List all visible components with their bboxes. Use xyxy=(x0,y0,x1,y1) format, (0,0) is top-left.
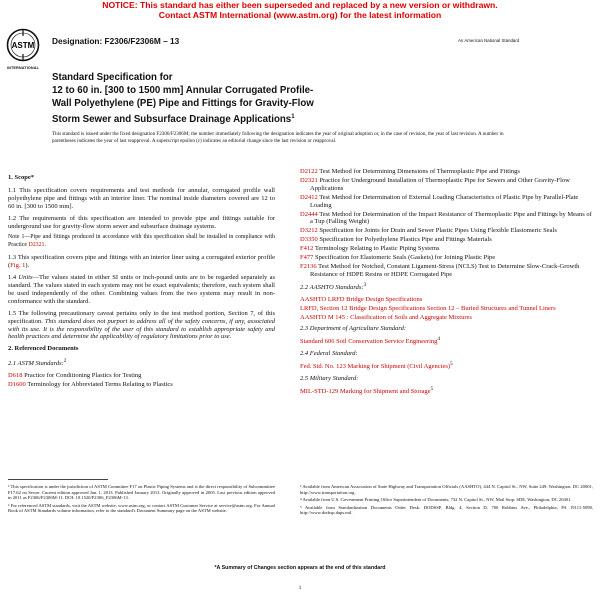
footnote-3: ³ Available from American Association of State Highway and Transportation Officials (AASHTO), 444 N. Capitol St., NW, Suite 249, Washington, DC 20001, http://www.transportation.org. xyxy=(300,484,593,495)
astm-ref-item xyxy=(300,254,593,262)
mil-sup: 5 xyxy=(430,386,434,393)
para-1-4-text: —The values stated in either SI units or inch-pound units are to be regarded separately as standard. The values stated in each system may not be exact equivalents; therefore, each system shall be used independently of the other. Combining values from the two systems may result in non-conformance with the standard. xyxy=(8,274,275,305)
footnote-2: ² For referenced ASTM standards, visit the ASTM website, www.astm.org, or contact ASTM Customer Service at service@astm.org. For Annual Book of ASTM Standards volume information, refer to the standard's Document Summary page on the ASTM website. xyxy=(8,502,275,514)
aashto-ref-2[interactable]: LRFD, Section 12 Bridge Design Specifications Section 12 – Buried Structures and Tunnel Liners xyxy=(300,304,556,312)
logo-letters: ASTM xyxy=(11,41,35,50)
astm-logo xyxy=(6,28,40,72)
astm-ref-code-link[interactable]: D2321 xyxy=(300,176,318,184)
ref-d1600-link[interactable]: D1600 xyxy=(8,381,26,389)
astm-ref-item xyxy=(300,263,593,279)
para-1-5 xyxy=(8,310,275,342)
astm-ref-code-link[interactable]: D2412 xyxy=(300,193,318,201)
mil-ref-link[interactable]: MIL-STD-129 Marking for Shipment and Storage xyxy=(300,388,431,396)
para-1-3-end: ). xyxy=(25,262,30,270)
aashto-sup: 3 xyxy=(363,281,367,288)
usda-ref-link[interactable]: Standard 606 Soil Conservation Service Engineering xyxy=(300,338,438,346)
footnote-rule xyxy=(8,479,108,480)
footnotes-right xyxy=(300,484,593,518)
mil-ref xyxy=(300,386,593,396)
title-line-4 xyxy=(52,111,522,126)
astm-logo-icon xyxy=(6,28,40,66)
astm-heading-text: 2.1 ASTM Standards: xyxy=(8,360,64,368)
astm-ref-title: Test Method for Determination of the Impact Resistance of Thermoplastic Pipe and Fittings by Means of a Tup (Falling Weight) xyxy=(310,210,592,226)
para-1-1: 1.1 This specification covers requirements and test methods for annular, corrugated profile wall polyethylene pipe and fittings with an interior liner. The nominal inside diameters covered are 12 to 60 in. [300 to 1500 mm]. xyxy=(8,186,275,210)
designation: Designation: F2306/F2306M – 13 xyxy=(52,36,180,46)
title-footnote-marker: 1 xyxy=(291,113,295,120)
logo-caption: INTERNATIONAL xyxy=(6,66,40,70)
para-1-3-text: 1.3 This specification covers pipe and fittings with an interior liner using a corrugated exterior profile ( xyxy=(8,254,275,270)
note-1-ref-link[interactable]: D2321 xyxy=(28,242,45,249)
note-1-text: Note 1—Pipe and fittings produced in accordance with this specification shall be installed in compliance with Practice xyxy=(8,234,275,249)
astm-ref-code-link[interactable]: F477 xyxy=(300,254,314,262)
usda-heading xyxy=(300,325,593,333)
astm-ref-title: Test Method for Determining Dimensions of Thermoplastic Pipe and Fittings xyxy=(317,168,520,175)
aashto-ref-1[interactable]: AASHTO LRFD Bridge Design Specifications xyxy=(300,295,423,303)
ref-d618-text: Practice for Conditioning Plastics for Testing xyxy=(22,372,142,380)
astm-ref-item xyxy=(300,236,593,244)
fed-heading xyxy=(300,350,593,358)
fed-heading-text: 2.4 Federal Standard: xyxy=(300,349,358,357)
page-title xyxy=(52,71,522,126)
astm-ref-title: Practice for Underground Installation of Thermoplastic Pipe for Sewers and Other Gravity-Flow Applications xyxy=(310,176,570,192)
astm-ref-item xyxy=(300,211,593,227)
refdocs-heading: 2. Referenced Documents xyxy=(8,345,79,353)
para-1-4-num: 1.4 xyxy=(8,274,19,282)
para-1-5-caveat: This standard does not purport to address all of the safety concerns, if any, associated with its use. It is the responsibility of the user of this standard to establish appropriate safety and health practices and determine the applicability of regulatory limitations prior to use. xyxy=(8,317,275,341)
astm-sup: 2 xyxy=(63,358,67,365)
astm-ref-code-link[interactable]: D3350 xyxy=(300,236,318,244)
usda-ref xyxy=(300,336,593,346)
aashto-heading-text: 2.2 AASHTO Standards: xyxy=(300,283,364,291)
para-1-4-units: Units xyxy=(18,274,33,282)
note-1 xyxy=(8,234,275,250)
title-line-3: Wall Polyethylene (PE) Pipe and Fittings for Gravity-Flow xyxy=(52,98,314,110)
ref-d1600-text: Terminology for Abbreviated Terms Relating to Plastics xyxy=(25,381,173,389)
astm-ref-title: Specification for Joints for Drain and Sewer Plastic Pipes Using Flexible Elastomeric Seals xyxy=(317,227,557,235)
issued-statement: This standard is issued under the fixed designation F2306/F2306M; the number immediately following the designation indicates the year of original adoption or, in the case of revision, the year of last revision. A number in parentheses indicates the year of last reapproval. A superscript epsilon (ε) indicates an editorial change since the last revision or reapproval. xyxy=(52,131,504,144)
astm-standards-heading xyxy=(8,358,275,368)
footnote-1: ¹ This specification is under the jurisdiction of ASTM Committee F17 on Plastic Piping Systems and is the direct responsibility of Subcommittee F17.62 on Sewer. Current edition approved Jan. 1, 2013. Published January 2013. Originally approved in 2005. Last previous edition approved in 2011 as F2306/F2306M-11. DOI: 10.1520/F2306_F2306M-13. xyxy=(8,484,275,501)
ans-label: An American National Standard xyxy=(458,38,520,43)
aashto-ref-3[interactable]: AASHTO M 145 : Classification of Soils and Aggregate Mixtures xyxy=(300,313,472,321)
ref-d618 xyxy=(8,372,275,380)
fed-ref xyxy=(300,361,593,371)
para-1-3 xyxy=(8,254,275,270)
astm-ref-code-link[interactable]: D3212 xyxy=(300,227,318,235)
right-column xyxy=(300,168,593,397)
fed-sup: 5 xyxy=(450,361,453,368)
aashto-heading xyxy=(300,282,593,292)
astm-ref-code-link[interactable]: F412 xyxy=(300,245,314,253)
usda-sup: 4 xyxy=(437,336,441,343)
para-1-4 xyxy=(8,274,275,306)
scope-heading: 1. Scope* xyxy=(8,174,34,181)
ref-d618-link[interactable]: D618 xyxy=(8,372,23,380)
footnotes-left xyxy=(8,484,275,516)
note-1-end: . xyxy=(44,242,46,249)
astm-ref-title: Specification for Polyethylene Plastics Pipe and Fittings Materials xyxy=(317,236,492,244)
astm-ref-code-link[interactable]: F2136 xyxy=(300,262,317,270)
title-line-2: 12 to 60 in. [300 to 1500 mm] Annular Corrugated Profile- xyxy=(52,85,314,97)
ref-d1600 xyxy=(8,381,275,389)
astm-ref-code-link[interactable]: D2122 xyxy=(300,168,318,175)
astm-ref-item xyxy=(300,194,593,210)
astm-ref-item xyxy=(300,245,593,253)
title-line-1: Standard Specification for xyxy=(52,72,173,83)
fig-1-link[interactable]: Fig. 1 xyxy=(10,262,26,270)
footnote-5: ⁵ Available from Standardization Documents Order Desk: DODSSP, Bldg. 4, Section D, 700 Robbins Ave., Philadelphia, PA 19111-5098, http://www.dodssp.daps.mil. xyxy=(300,504,593,516)
left-column xyxy=(8,170,275,390)
para-1-2: 1.2 The requirements of this specification are intended to provide pipe and fittings suitable for underground use for gravity-flow storm sewer and subsurface drainage systems. xyxy=(8,214,275,230)
summary-of-changes-note: *A Summary of Changes section appears at the end of this standard xyxy=(214,565,386,571)
astm-ref-code-link[interactable]: D2444 xyxy=(300,210,318,218)
fed-ref-link[interactable]: Fed. Std. No. 123 Marking for Shipment (Civil Agencies) xyxy=(300,363,451,371)
astm-ref-item xyxy=(300,177,593,193)
astm-ref-title: Terminology Relating to Plastic Piping Systems xyxy=(313,245,440,253)
usda-heading-text: 2.3 Department of Agriculture Standard: xyxy=(300,324,407,332)
astm-ref-title: Specification for Elastomeric Seals (Gaskets) for Joining Plastic Pipe xyxy=(313,254,496,262)
mil-heading-text: 2.5 Military Standard: xyxy=(300,374,359,382)
astm-ref-item xyxy=(300,227,593,235)
para-1-5-text: 1.5 The following precautionary caveat pertains only to the test method portion, Section 7, of this specification. xyxy=(8,309,275,325)
astm-ref-title: Test Method for Determination of External Loading Characteristics of Plastic Pipe by Parallel-Plate Loading xyxy=(310,193,579,209)
footnote-4: ⁴ Available from U.S. Government Printing Office Superintendent of Documents, 732 N. Capitol St., NW, Mail Stop: SDE, Washington, DC 20401. xyxy=(300,497,572,503)
mil-heading xyxy=(300,375,593,383)
notice-line-1: NOTICE: This standard has either been superseded and replaced by a new version or withdrawn. xyxy=(102,0,498,10)
page-number: 1 xyxy=(298,585,302,591)
astm-ref-title: Test Method for Notched, Constant Ligament-Stress (NCLS) Test to Determine Slow-Crack-Growth Resistance of HDPE Resins or HDPE Corrugated Pipe xyxy=(310,262,580,278)
astm-refs-list xyxy=(300,168,593,279)
notice-line-2: Contact ASTM International (www.astm.org) for the latest information xyxy=(158,10,442,20)
astm-ref-item xyxy=(300,168,593,176)
notice-banner xyxy=(0,0,600,22)
title-line-4-text: Storm Sewer and Subsurface Drainage Applications xyxy=(52,113,292,125)
